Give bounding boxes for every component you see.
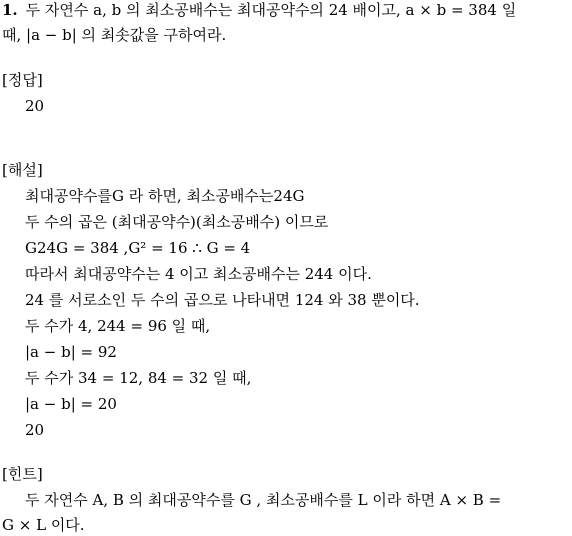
solution-line: |a − b| = 20 (25, 395, 117, 413)
solution-line: G24G = 384 ,G² = 16 ∴ G = 4 (25, 239, 251, 257)
solution-line: 두 수의 곱은 (최대공약수)(최소공배수) 이므로 (25, 213, 329, 231)
hint-line-1: 두 자연수 A, B 의 최대공약수를 G , 최소공배수를 L 이라 하면 A × B = (25, 491, 502, 509)
hint-label: [힌트] (2, 465, 43, 483)
question-line-1 (2, 0, 516, 20)
question-line-2: 때, |a − b| 의 최솟값을 구하여라. (2, 26, 227, 44)
question-number: 1. (2, 1, 18, 19)
solution-line: 24 를 서로소인 두 수의 곱으로 나타내면 124 와 38 뿐이다. (25, 291, 420, 309)
solution-line: 최대공약수를G 라 하면, 최소공배수는24G (25, 187, 305, 205)
solution-label: [해설] (2, 161, 43, 179)
solution-line: 20 (25, 421, 45, 439)
question-text-line-1: 두 자연수 a, b 의 최소공배수는 최대공약수의 24 배이고, a × b = 384 일 (25, 1, 517, 19)
hint-line-2: G × L 이다. (2, 516, 85, 534)
solution-line: 두 수가 34 = 12, 84 = 32 일 때, (25, 369, 252, 387)
answer-label: [정답] (2, 71, 43, 89)
solution-line: |a − b| = 92 (25, 343, 117, 361)
solution-line: 따라서 최대공약수는 4 이고 최소공배수는 244 이다. (25, 265, 372, 283)
answer-value: 20 (25, 97, 45, 115)
solution-line: 두 수가 4, 244 = 96 일 때, (25, 317, 211, 335)
